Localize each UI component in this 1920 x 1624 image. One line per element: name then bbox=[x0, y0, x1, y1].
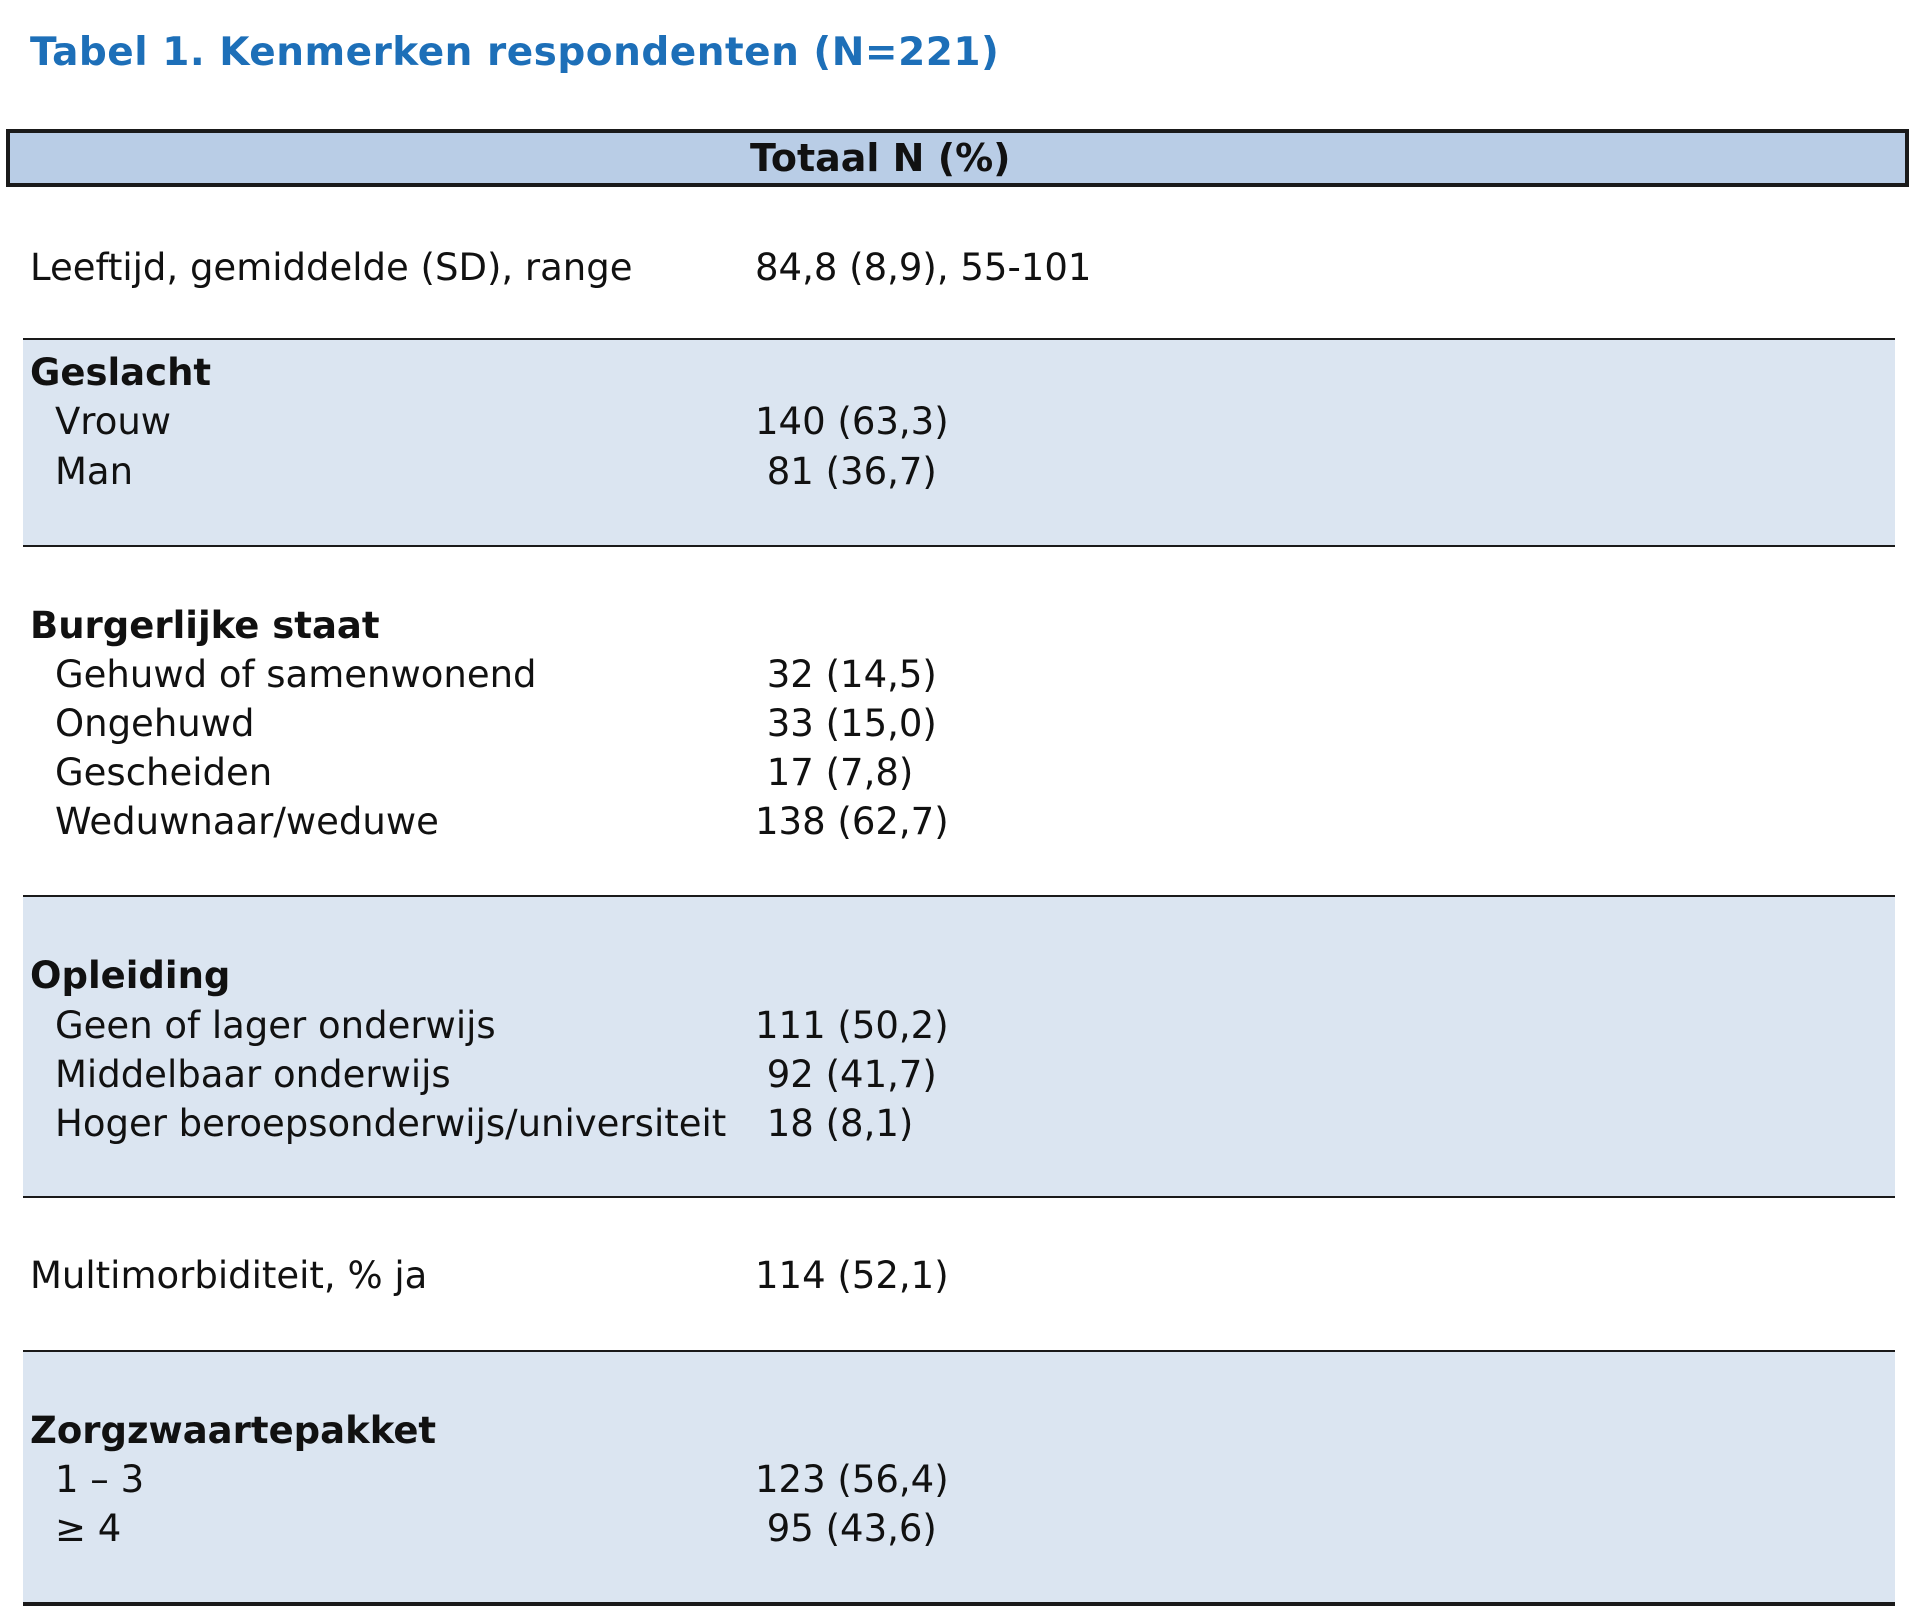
row-value-divorced: 17 (7,8) bbox=[755, 751, 914, 794]
row-value-education-low: 111 (50,2) bbox=[755, 1004, 949, 1047]
row-value-female: 140 (63,3) bbox=[755, 400, 949, 443]
row-label-married: Gehuwd of samenwonend bbox=[55, 653, 537, 696]
education-section-band bbox=[23, 897, 1895, 1197]
row-value-education-middle: 92 (41,7) bbox=[755, 1053, 937, 1096]
section-divider bbox=[23, 1196, 1895, 1198]
section-divider bbox=[23, 895, 1895, 897]
care-package-section-band bbox=[23, 1352, 1895, 1604]
column-header-total: Totaal N (%) bbox=[750, 136, 1011, 180]
row-label-unmarried: Ongehuwd bbox=[55, 702, 255, 745]
row-value-unmarried: 33 (15,0) bbox=[755, 702, 937, 745]
row-label-divorced: Gescheiden bbox=[55, 751, 273, 794]
section-divider bbox=[23, 545, 1895, 547]
row-value-widowed: 138 (62,7) bbox=[755, 800, 949, 843]
row-label-education-middle: Middelbaar onderwijs bbox=[55, 1053, 451, 1096]
section-divider bbox=[23, 1350, 1895, 1352]
row-value-multimorbidity: 114 (52,1) bbox=[755, 1254, 949, 1297]
row-label-male: Man bbox=[55, 450, 134, 493]
row-value-male: 81 (36,7) bbox=[755, 450, 937, 493]
row-value-married: 32 (14,5) bbox=[755, 653, 937, 696]
row-label-widowed: Weduwnaar/weduwe bbox=[55, 800, 439, 843]
row-value-care-1-3: 123 (56,4) bbox=[755, 1458, 949, 1501]
section-heading-education: Opleiding bbox=[30, 954, 231, 997]
row-value-age: 84,8 (8,9), 55-101 bbox=[755, 246, 1092, 289]
section-heading-care-package: Zorgzwaartepakket bbox=[30, 1409, 437, 1452]
gender-section-band bbox=[23, 340, 1895, 546]
row-label-age: Leeftijd, gemiddelde (SD), range bbox=[30, 246, 633, 289]
row-label-education-low: Geen of lager onderwijs bbox=[55, 1004, 496, 1047]
row-label-multimorbidity: Multimorbiditeit, % ja bbox=[30, 1254, 428, 1297]
row-label-care-4-plus: ≥ 4 bbox=[55, 1507, 122, 1550]
section-divider bbox=[23, 338, 1895, 340]
row-label-education-high: Hoger beroepsonderwijs/universiteit bbox=[55, 1102, 727, 1145]
table-title: Tabel 1. Kenmerken respondenten (N=221) bbox=[30, 30, 1000, 75]
row-value-care-4-plus: 95 (43,6) bbox=[755, 1507, 937, 1550]
table-bottom-rule bbox=[23, 1602, 1895, 1606]
row-label-care-1-3: 1 – 3 bbox=[55, 1458, 145, 1501]
row-value-education-high: 18 (8,1) bbox=[755, 1102, 914, 1145]
section-heading-marital-status: Burgerlijke staat bbox=[30, 604, 380, 647]
section-heading-gender: Geslacht bbox=[30, 351, 212, 394]
row-label-female: Vrouw bbox=[55, 400, 172, 443]
